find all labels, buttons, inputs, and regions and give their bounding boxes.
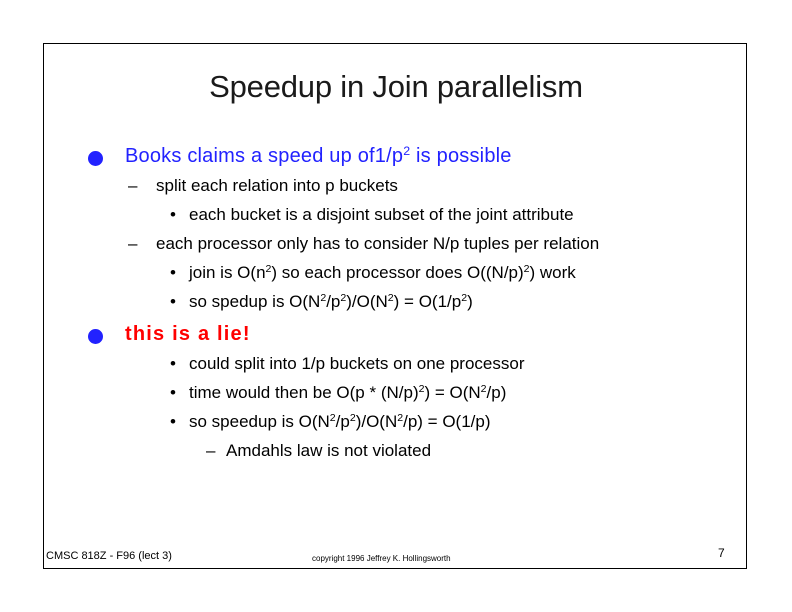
bullet-dot-2 <box>88 329 103 344</box>
bullet-split-one-processor: could split into 1/p buckets on one processor <box>189 354 525 373</box>
dash-marker: – <box>128 176 138 195</box>
bullet-spedup-formula: so spedup is $O(N^2/p^2)/O(N^2) = O(1/p^2)$ <box>189 292 473 311</box>
bullet-disjoint-subset: each bucket is a disjoint subset of the joint attribute <box>189 205 574 224</box>
bullet-speedup-formula: so speedup is $O(N^2/p^2)/O(N^2/p) = O(1/p)$ <box>189 412 491 431</box>
point-this-is-a-lie: this is a lie! <box>125 323 251 345</box>
footer-course: CMSC 818Z - F96 (lect 3) <box>46 550 172 562</box>
footer-copyright: copyright 1996 Jeffrey K. Hollingsworth <box>312 554 451 563</box>
dash-split-relation: split each relation into p buckets <box>156 176 398 195</box>
dash-marker: – <box>206 441 216 460</box>
bullet-dot-1 <box>88 151 103 166</box>
dash-each-processor: each processor only has to consider N/p tuples per relation <box>156 234 600 253</box>
bullet-marker: • <box>170 383 176 402</box>
point-books-claims: Books claims a speed up $of1/p^2$ is possible <box>125 144 512 167</box>
dash-amdahls-law: Amdahls law is not violated <box>226 441 432 460</box>
bullet-marker: • <box>170 412 176 431</box>
bullet-marker: • <box>170 263 176 282</box>
slide-title: Speedup in Join parallelism <box>209 69 583 104</box>
dash-marker: – <box>128 234 138 253</box>
bullet-join-complexity: join is $O(n^2)$ so each processor does $O((N/p)^2)$ work <box>189 263 576 282</box>
page-number: 7 <box>718 546 725 560</box>
bullet-time-formula: time would then be $O(p * (N/p)^2) = O(N^2/p)$ <box>189 383 507 402</box>
bullet-marker: • <box>170 354 176 373</box>
bullet-marker: • <box>170 205 176 224</box>
bullet-marker: • <box>170 292 176 311</box>
